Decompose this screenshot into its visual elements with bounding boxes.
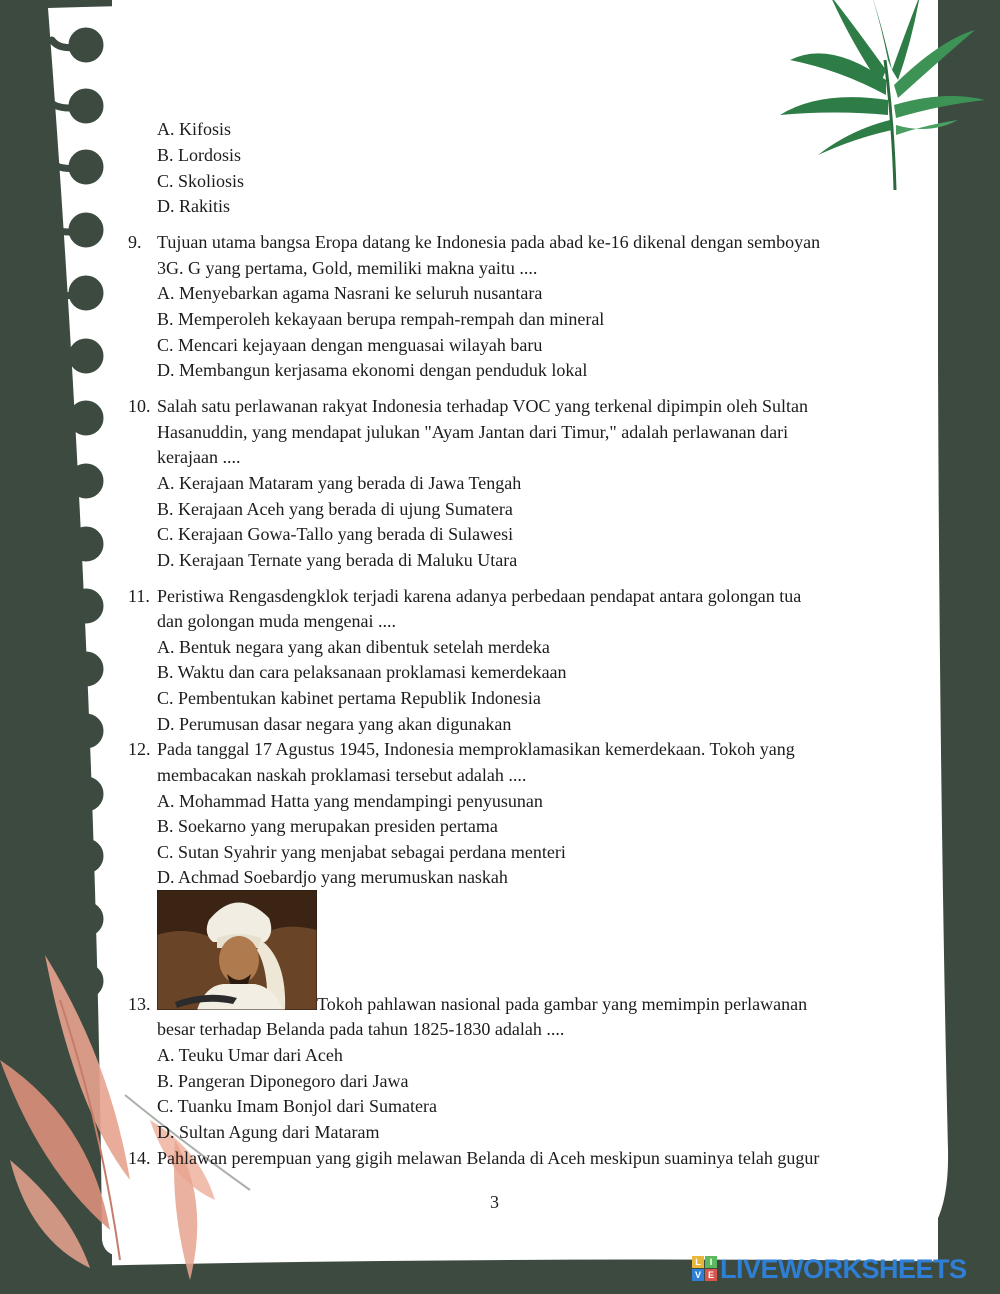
q9-option-b[interactable]: B. Memperoleh kekayaan berupa rempah-rempah dan mineral xyxy=(157,309,605,329)
q12-option-d[interactable]: D. Achmad Soebardjo yang merumuskan naskah xyxy=(157,867,508,887)
q12-text-line-1: Pada tanggal 17 Agustus 1945, Indonesia memproklamasikan kemerdekaan. Tokoh yang xyxy=(157,739,795,759)
q9-number: 9. xyxy=(128,232,142,252)
q9-text-line-1: Tujuan utama bangsa Eropa datang ke Indonesia pada abad ke-16 dikenal dengan semboyan xyxy=(157,232,821,252)
logo-letter-e: E xyxy=(705,1269,717,1281)
q13-text-line-2: besar terhadap Belanda pada tahun 1825-1830 adalah .... xyxy=(157,1019,565,1039)
q12-option-a[interactable]: A. Mohammad Hatta yang mendampingi penyusunan xyxy=(157,791,543,811)
hero-portrait-image xyxy=(157,890,317,1010)
q11-option-b[interactable]: B. Waktu dan cara pelaksanaan proklamasi kemerdekaan xyxy=(157,662,567,682)
q9-option-d[interactable]: D. Membangun kerjasama ekonomi dengan penduduk lokal xyxy=(157,360,588,380)
q9-text-line-2: 3G. G yang pertama, Gold, memiliki makna yaitu .... xyxy=(157,258,538,278)
liveworksheets-logo-icon xyxy=(692,1256,718,1282)
liveworksheets-brand[interactable] xyxy=(692,1256,967,1282)
q13-option-d[interactable]: D. Sultan Agung dari Mataram xyxy=(157,1122,380,1142)
q11-text-line-2: dan golongan muda mengenai .... xyxy=(157,611,396,631)
q11-option-a[interactable]: A. Bentuk negara yang akan dibentuk setelah merdeka xyxy=(157,637,550,657)
q13-option-c[interactable]: C. Tuanku Imam Bonjol dari Sumatera xyxy=(157,1096,437,1116)
q11-text-line-1: Peristiwa Rengasdengklok terjadi karena adanya perbedaan pendapat antara golongan tua xyxy=(157,586,802,606)
q8-option-c[interactable]: C. Skoliosis xyxy=(157,171,245,191)
q13-number: 13. xyxy=(128,994,151,1014)
logo-letter-i: I xyxy=(705,1256,717,1268)
q13-option-b[interactable]: B. Pangeran Diponegoro dari Jawa xyxy=(157,1071,409,1091)
q10-text-line-2: Hasanuddin, yang mendapat julukan "Ayam Jantan dari Timur," adalah perlawanan dari xyxy=(157,422,789,442)
q12-number: 12. xyxy=(128,739,151,759)
q8-option-b[interactable]: B. Lordosis xyxy=(157,145,242,165)
q10-option-a[interactable]: A. Kerajaan Mataram yang berada di Jawa Tengah xyxy=(157,473,522,493)
q12-text-line-2: membacakan naskah proklamasi tersebut adalah .... xyxy=(157,765,527,785)
q8-option-d[interactable]: D. Rakitis xyxy=(157,196,231,216)
q10-text-line-3: kerajaan .... xyxy=(157,447,241,467)
q8-option-a[interactable]: A. Kifosis xyxy=(157,119,232,139)
logo-letter-l: L xyxy=(692,1256,704,1268)
q12-option-c[interactable]: C. Sutan Syahrir yang menjabat sebagai perdana menteri xyxy=(157,842,566,862)
q10-option-d[interactable]: D. Kerajaan Ternate yang berada di Maluku Utara xyxy=(157,550,518,570)
q11-option-d[interactable]: D. Perumusan dasar negara yang akan digunakan xyxy=(157,714,512,734)
q13-text-line-1: Tokoh pahlawan nasional pada gambar yang memimpin perlawanan xyxy=(317,994,808,1014)
q11-option-c[interactable]: C. Pembentukan kabinet pertama Republik Indonesia xyxy=(157,688,541,708)
q14-text-line-1: Pahlawan perempuan yang gigih melawan Belanda di Aceh meskipun suaminya telah gugur xyxy=(157,1148,820,1168)
logo-letter-v: V xyxy=(692,1269,704,1281)
q9-option-c[interactable]: C. Mencari kejayaan dengan menguasai wilayah baru xyxy=(157,335,543,355)
q12-option-b[interactable]: B. Soekarno yang merupakan presiden pertama xyxy=(157,816,498,836)
liveworksheets-wordmark: LIVEWORKSHEETS xyxy=(720,1254,967,1284)
q10-option-c[interactable]: C. Kerajaan Gowa-Tallo yang berada di Sulawesi xyxy=(157,524,514,544)
q10-number: 10. xyxy=(128,396,151,416)
q13-option-a[interactable]: A. Teuku Umar dari Aceh xyxy=(157,1045,343,1065)
q10-text-line-1: Salah satu perlawanan rakyat Indonesia terhadap VOC yang terkenal dipimpin oleh Sultan xyxy=(157,396,808,416)
q10-option-b[interactable]: B. Kerajaan Aceh yang berada di ujung Sumatera xyxy=(157,499,513,519)
q14-number: 14. xyxy=(128,1148,151,1168)
q11-number: 11. xyxy=(128,586,150,606)
page-number: 3 xyxy=(490,1192,499,1212)
q9-option-a[interactable]: A. Menyebarkan agama Nasrani ke seluruh nusantara xyxy=(157,283,543,303)
